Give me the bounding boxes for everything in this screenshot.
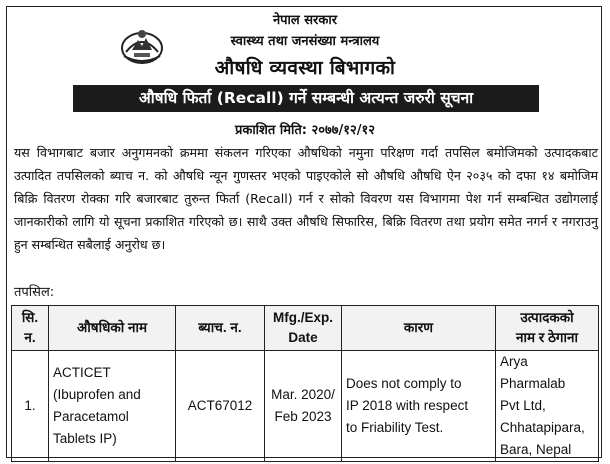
department-heading: औषधि व्यवस्था बिभागको — [214, 57, 396, 79]
recall-table — [11, 305, 599, 462]
cell-manufacturer: Arya Pharmalab Pvt Ltd, Chhatapipara, Bara, Nepal — [496, 351, 599, 462]
notice-title-banner: औषधि फिर्ता (Recall) गर्ने सम्बन्धी अत्यन्त जरुरी सूचना — [73, 85, 539, 112]
cell-batch-number: ACT67012 — [176, 351, 265, 462]
ministry-heading: स्वास्थ्य तथा जनसंख्या मन्त्रालय — [230, 34, 380, 49]
cell-medicine-name: ACTICET (Ibuprofen and Paracetamol Tablets IP) — [49, 351, 176, 462]
notice-body — [14, 141, 598, 256]
header-reason: कारण — [342, 306, 496, 351]
cell-reason: Does not comply to IP 2018 with respect to Friability Test. — [342, 351, 496, 462]
cell-serial-number: 1. — [12, 351, 49, 462]
table-header-row — [12, 306, 599, 351]
published-date: प्रकाशित मिति: २०७७/१२/१२ — [234, 123, 376, 138]
header-mfg-exp-date: Mfg./Exp. Date — [265, 306, 342, 351]
table-row — [12, 351, 599, 462]
header-manufacturer: उत्पादकको नाम र ठेगाना — [496, 306, 599, 351]
header-medicine-name: औषधिको नाम — [49, 306, 176, 351]
header-batch-number: ब्याच. न. — [176, 306, 265, 351]
tapsil-label: तपसिल: — [14, 285, 55, 300]
header-serial-number: सि. न. — [12, 306, 49, 351]
notice-body-text: यस विभागबाट बजार अनुगमनको क्रममा संकलन गरिएका औषधिको नमुना परिक्षण गर्दा तपसिल बमोजिमको उत्पादकबाट उत्पादित तपसिलको ब्याच न. को औषधि न्यून गुणस्तर भएको पाइएकोले सो औषधि औषधि ऐन २०३५ को दफा १४ बमोजिम बिक्रि वितरण रोक्का गरि बजारबाट तुरुन्त फिर्ता (Recall) गर्न र सोको विवरण यस विभागमा पेश गर्न सम्बन्धित उद्योगलाई जानकारीको लागि यो सूचना प्रकाशित गरिएको छ। साथै उक्त औषधि सिफारिस, बिक्रि वितरण तथा प्रयोग समेत नगर्न र नगराउनु हुन सम्बन्धित सबैलाई अनुरोध छ। — [14, 145, 598, 252]
cell-mfg-exp-date: Mar. 2020/ Feb 2023 — [265, 351, 342, 462]
government-heading: नेपाल सरकार — [272, 13, 338, 28]
